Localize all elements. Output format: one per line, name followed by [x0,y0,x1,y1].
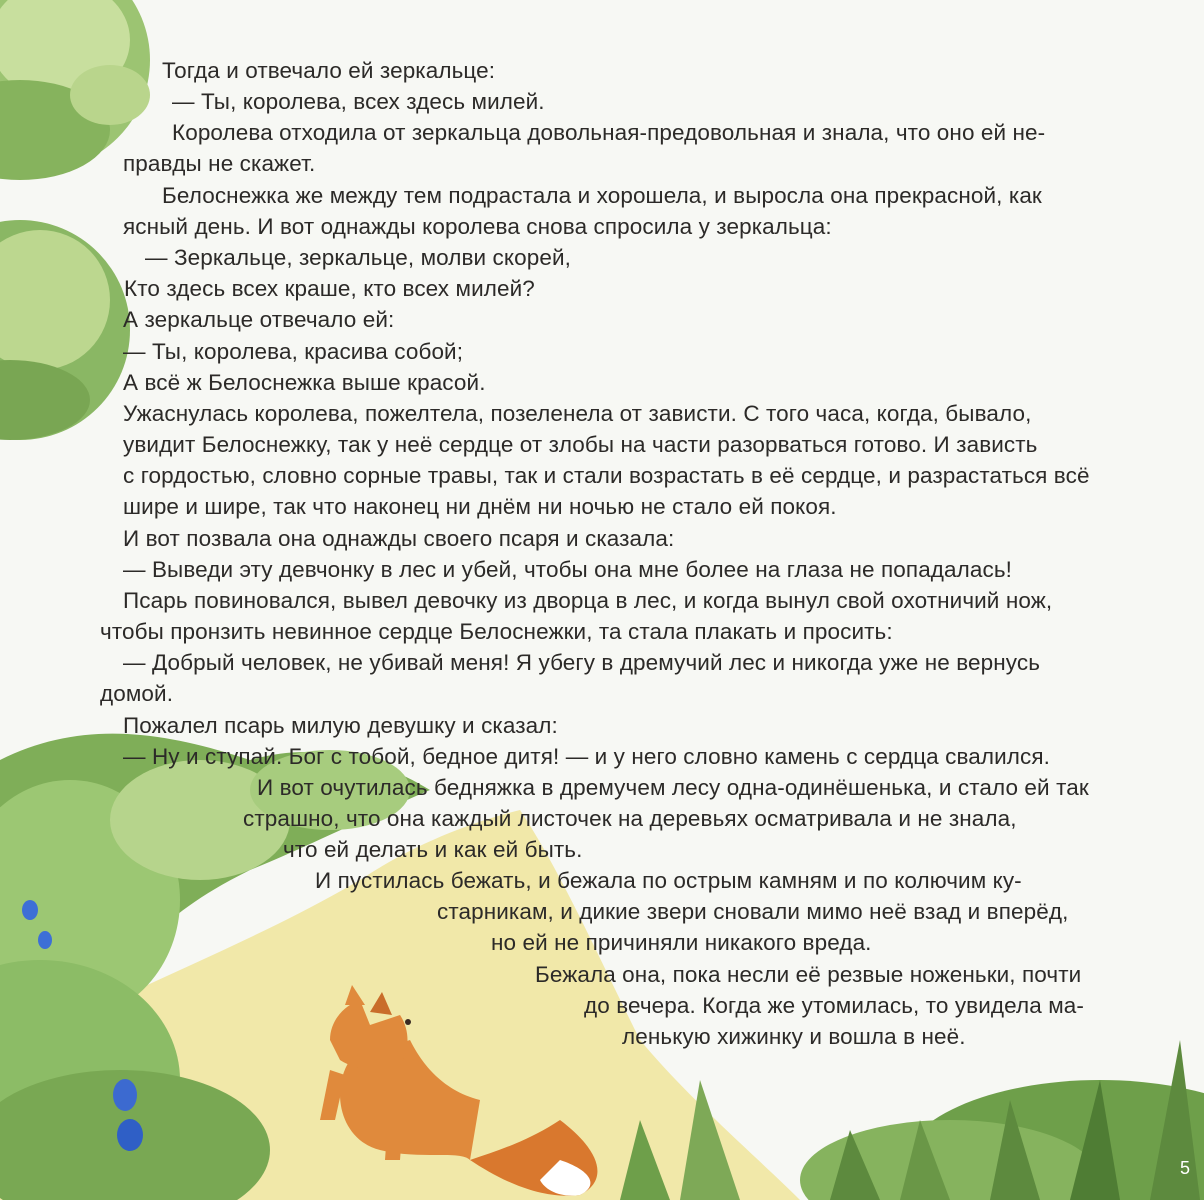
text-line: И пустилась бежать, и бежала по острым камням и по колючим ку- [315,868,1022,893]
text-line: И вот позвала она однажды своего псаря и сказала: [123,526,675,551]
text-line: ясный день. И вот однажды королева снова спросила у зеркальца: [123,214,832,239]
text-line: — Добрый человек, не убивай меня! Я убегу в дремучий лес и никогда уже не вернусь [123,650,1041,675]
text-line: — Выведи эту девчонку в лес и убей, чтобы она мне более на глаза не попадалась! [123,557,1013,582]
text-line: с гордостью, словно сорные травы, так и стали возрастать в её сердце, и разрастаться всё [123,463,1090,488]
text-line: Кто здесь всех краше, кто всех милей? [124,276,535,301]
text-line: Королева отходила от зеркальца довольная-предовольная и знала, что оно ей не- [172,120,1046,145]
text-line: старникам, и дикие звери сновали мимо неё взад и вперёд, [437,899,1069,924]
text-line: но ей не причиняли никакого вреда. [491,930,872,955]
text-line: — Ну и ступай. Бог с тобой, бедное дитя! — и у него словно камень с сердца свалился. [123,744,1051,769]
text-line: Тогда и отвечало ей зеркальце: [162,58,496,83]
text-line: страшно, что она каждый листочек на деревьях осматривала и не знала, [243,806,1017,831]
text-line: до вечера. Когда же утомилась, то увидела ма- [584,993,1084,1018]
text-line: Белоснежка же между тем подрастала и хорошела, и выросла она прекрасной, как [162,183,1042,208]
text-line: — Зеркальце, зеркальце, молви скорей, [145,245,571,270]
mid-bush [0,220,130,440]
text-line: Псарь повиновался, вывел девочку из дворца в лес, и когда вынул свой охотничий нож, [123,588,1053,613]
text-line: шире и шире, так что наконец ни днём ни ночью не стало ей покоя. [123,494,837,519]
text-line: что ей делать и как ей быть. [283,837,583,862]
page-number: 5 [1180,1158,1191,1178]
text-line: правды не скажет. [123,151,316,176]
text-line: А зеркальце отвечало ей: [123,307,395,332]
text-line: И вот очутилась бедняжка в дремучем лесу одна-одинёшенька, и стало ей так [257,775,1089,800]
text-line: увидит Белоснежку, так у неё сердце от злобы на части разорваться готово. И зависть [123,432,1038,457]
text-line: Бежала она, пока несли её резвые ноженьки, почти [535,962,1082,987]
text-line: ленькую хижинку и вошла в неё. [622,1024,966,1049]
right-grass [620,1040,1204,1200]
text-line: домой. [100,681,174,706]
text-line: чтобы пронзить невинное сердце Белоснежки, та стала плакать и просить: [100,619,893,644]
text-line: — Ты, королева, всех здесь милей. [172,89,545,114]
text-line: Пожалел псарь милую девушку и сказал: [123,713,558,738]
text-line: — Ты, королева, красива собой; [123,339,464,364]
text-line: Ужаснулась королева, пожелтела, позеленела от зависти. С того часа, когда, бывало, [123,401,1032,426]
text-line: А всё ж Белоснежка выше красой. [123,370,486,395]
